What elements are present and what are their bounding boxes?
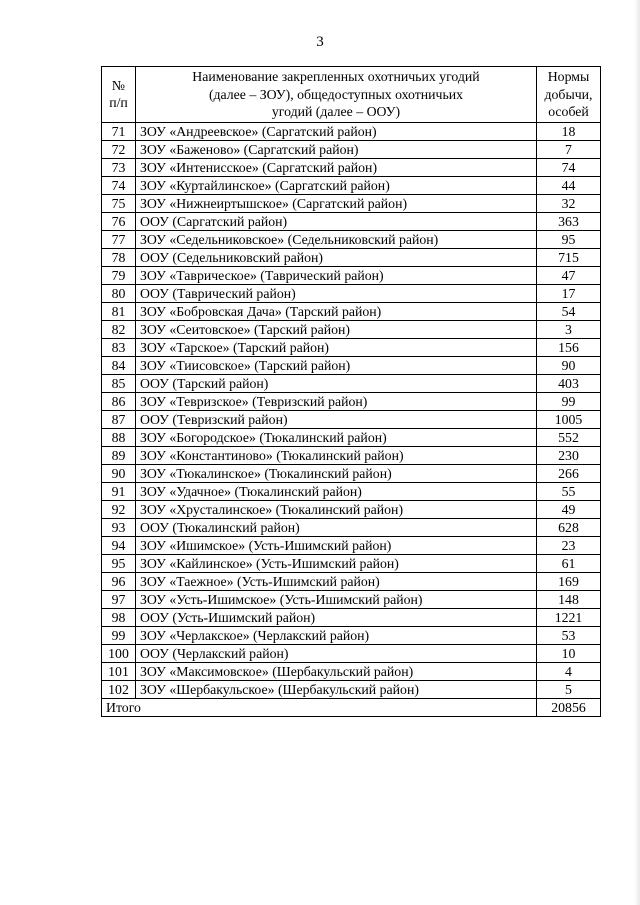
header-norm-line: добычи, bbox=[544, 86, 593, 102]
table-row bbox=[102, 590, 601, 608]
row-norm: 95 bbox=[537, 230, 601, 248]
row-number: 81 bbox=[102, 302, 136, 320]
header-number-line: № bbox=[111, 77, 126, 93]
row-number: 86 bbox=[102, 392, 136, 410]
table-row bbox=[102, 356, 601, 374]
row-number: 97 bbox=[102, 590, 136, 608]
table-row bbox=[102, 428, 601, 446]
row-norm: 4 bbox=[537, 662, 601, 680]
table-row bbox=[102, 266, 601, 284]
row-name: ЗОУ «Усть-Ишимское» (Усть-Ишимский район) bbox=[136, 590, 537, 608]
table-body bbox=[102, 122, 601, 698]
header-number bbox=[102, 67, 136, 123]
row-norm: 1221 bbox=[537, 608, 601, 626]
row-name: ЗОУ «Константиново» (Тюкалинский район) bbox=[136, 446, 537, 464]
table-row bbox=[102, 410, 601, 428]
row-norm: 715 bbox=[537, 248, 601, 266]
row-number: 88 bbox=[102, 428, 136, 446]
row-name: ЗОУ «Нижнеиртышское» (Саргатский район) bbox=[136, 194, 537, 212]
row-number: 95 bbox=[102, 554, 136, 572]
row-norm: 90 bbox=[537, 356, 601, 374]
row-name: ЗОУ «Куртайлинское» (Саргатский район) bbox=[136, 176, 537, 194]
row-name: ЗОУ «Тиисовское» (Тарский район) bbox=[136, 356, 537, 374]
table-row bbox=[102, 500, 601, 518]
row-name: ЗОУ «Интенисское» (Саргатский район) bbox=[136, 158, 537, 176]
row-number: 75 bbox=[102, 194, 136, 212]
row-number: 89 bbox=[102, 446, 136, 464]
row-name: ООУ (Тюкалинский район) bbox=[136, 518, 537, 536]
table-row bbox=[102, 158, 601, 176]
row-number: 85 bbox=[102, 374, 136, 392]
row-name: ЗОУ «Бобровская Дача» (Тарский район) bbox=[136, 302, 537, 320]
row-norm: 44 bbox=[537, 176, 601, 194]
total-value: 20856 bbox=[537, 698, 601, 716]
row-name: ЗОУ «Хрусталинское» (Тюкалинский район) bbox=[136, 500, 537, 518]
row-norm: 169 bbox=[537, 572, 601, 590]
table-row bbox=[102, 230, 601, 248]
row-norm: 17 bbox=[537, 284, 601, 302]
table-row bbox=[102, 302, 601, 320]
row-name: ЗОУ «Сеитовское» (Тарский район) bbox=[136, 320, 537, 338]
row-number: 100 bbox=[102, 644, 136, 662]
table-row bbox=[102, 194, 601, 212]
row-number: 98 bbox=[102, 608, 136, 626]
row-number: 76 bbox=[102, 212, 136, 230]
table-row bbox=[102, 608, 601, 626]
header-name-line: (далее – ЗОУ), общедоступных охотничьих bbox=[208, 86, 464, 102]
row-norm: 230 bbox=[537, 446, 601, 464]
row-number: 90 bbox=[102, 464, 136, 482]
total-label: Итого bbox=[102, 698, 537, 716]
row-norm: 1005 bbox=[537, 410, 601, 428]
header-name-line: угодий (далее – ООУ) bbox=[271, 104, 401, 119]
row-number: 80 bbox=[102, 284, 136, 302]
row-norm: 3 bbox=[537, 320, 601, 338]
row-name: ЗОУ «Тюкалинское» (Тюкалинский район) bbox=[136, 464, 537, 482]
table-row bbox=[102, 248, 601, 266]
row-number: 73 bbox=[102, 158, 136, 176]
row-name: ЗОУ «Максимовское» (Шербакульский район) bbox=[136, 662, 537, 680]
table-row bbox=[102, 464, 601, 482]
table-row bbox=[102, 644, 601, 662]
row-number: 87 bbox=[102, 410, 136, 428]
row-name: ЗОУ «Шербакульское» (Шербакульский район) bbox=[136, 680, 537, 698]
row-norm: 156 bbox=[537, 338, 601, 356]
row-name: ООУ (Тарский район) bbox=[136, 374, 537, 392]
table-row bbox=[102, 176, 601, 194]
row-name: ЗОУ «Черлакское» (Черлакский район) bbox=[136, 626, 537, 644]
row-norm: 552 bbox=[537, 428, 601, 446]
header-norm-line: Нормы bbox=[547, 69, 590, 84]
row-number: 101 bbox=[102, 662, 136, 680]
row-number: 93 bbox=[102, 518, 136, 536]
row-name: ЗОУ «Удачное» (Тюкалинский район) bbox=[136, 482, 537, 500]
row-number: 92 bbox=[102, 500, 136, 518]
row-number: 77 bbox=[102, 230, 136, 248]
table-row bbox=[102, 392, 601, 410]
row-name: ЗОУ «Тарское» (Тарский район) bbox=[136, 338, 537, 356]
table-row bbox=[102, 212, 601, 230]
table-row bbox=[102, 680, 601, 698]
header-norm-line: особей bbox=[548, 104, 589, 119]
row-number: 99 bbox=[102, 626, 136, 644]
table-row bbox=[102, 374, 601, 392]
row-number: 72 bbox=[102, 140, 136, 158]
row-number: 83 bbox=[102, 338, 136, 356]
row-name: ЗОУ «Баженово» (Саргатский район) bbox=[136, 140, 537, 158]
row-name: ЗОУ «Седельниковское» (Седельниковский район) bbox=[136, 230, 537, 248]
row-norm: 53 bbox=[537, 626, 601, 644]
table-header-row bbox=[102, 67, 601, 123]
table-row bbox=[102, 122, 601, 140]
total-row bbox=[102, 698, 601, 716]
row-number: 102 bbox=[102, 680, 136, 698]
table-row bbox=[102, 554, 601, 572]
row-norm: 628 bbox=[537, 518, 601, 536]
page-number: 3 bbox=[316, 34, 324, 50]
row-norm: 18 bbox=[537, 122, 601, 140]
table-row bbox=[102, 338, 601, 356]
row-name: ЗОУ «Богородское» (Тюкалинский район) bbox=[136, 428, 537, 446]
row-norm: 54 bbox=[537, 302, 601, 320]
row-number: 94 bbox=[102, 536, 136, 554]
row-norm: 61 bbox=[537, 554, 601, 572]
row-name: ЗОУ «Андреевское» (Саргатский район) bbox=[136, 122, 537, 140]
row-norm: 99 bbox=[537, 392, 601, 410]
row-name: ЗОУ «Тевризское» (Тевризский район) bbox=[136, 392, 537, 410]
table-row bbox=[102, 482, 601, 500]
row-number: 79 bbox=[102, 266, 136, 284]
table-row bbox=[102, 518, 601, 536]
row-number: 96 bbox=[102, 572, 136, 590]
row-name: ЗОУ «Таврическое» (Таврический район) bbox=[136, 266, 537, 284]
row-name: ООУ (Таврический район) bbox=[136, 284, 537, 302]
table-row bbox=[102, 446, 601, 464]
row-number: 78 bbox=[102, 248, 136, 266]
row-name: ООУ (Усть-Ишимский район) bbox=[136, 608, 537, 626]
row-norm: 363 bbox=[537, 212, 601, 230]
row-name: ЗОУ «Кайлинское» (Усть-Ишимский район) bbox=[136, 554, 537, 572]
row-number: 91 bbox=[102, 482, 136, 500]
row-norm: 23 bbox=[537, 536, 601, 554]
row-norm: 5 bbox=[537, 680, 601, 698]
row-name: ООУ (Тевризский район) bbox=[136, 410, 537, 428]
table-row bbox=[102, 320, 601, 338]
row-number: 84 bbox=[102, 356, 136, 374]
row-name: ООУ (Черлакский район) bbox=[136, 644, 537, 662]
row-norm: 74 bbox=[537, 158, 601, 176]
row-number: 82 bbox=[102, 320, 136, 338]
row-norm: 266 bbox=[537, 464, 601, 482]
row-norm: 7 bbox=[537, 140, 601, 158]
header-name-line: Наименование закрепленных охотничьих угодий bbox=[192, 69, 480, 84]
header-norm bbox=[537, 67, 601, 123]
row-norm: 148 bbox=[537, 590, 601, 608]
hunting-limits-table bbox=[101, 66, 601, 717]
row-norm: 55 bbox=[537, 482, 601, 500]
table-row bbox=[102, 536, 601, 554]
table-row bbox=[102, 572, 601, 590]
row-number: 71 bbox=[102, 122, 136, 140]
row-name: ЗОУ «Ишимское» (Усть-Ишимский район) bbox=[136, 536, 537, 554]
row-norm: 32 bbox=[537, 194, 601, 212]
header-number-line: п/п bbox=[109, 95, 128, 111]
table-row bbox=[102, 662, 601, 680]
header-name bbox=[136, 67, 537, 123]
row-name: ООУ (Седельниковский район) bbox=[136, 248, 537, 266]
row-norm: 49 bbox=[537, 500, 601, 518]
table-row bbox=[102, 626, 601, 644]
table-row bbox=[102, 140, 601, 158]
table-row bbox=[102, 284, 601, 302]
row-norm: 47 bbox=[537, 266, 601, 284]
scan-edge-shadow bbox=[634, 0, 640, 905]
row-name: ООУ (Саргатский район) bbox=[136, 212, 537, 230]
row-norm: 403 bbox=[537, 374, 601, 392]
row-name: ЗОУ «Таежное» (Усть-Ишимский район) bbox=[136, 572, 537, 590]
row-number: 74 bbox=[102, 176, 136, 194]
row-norm: 10 bbox=[537, 644, 601, 662]
